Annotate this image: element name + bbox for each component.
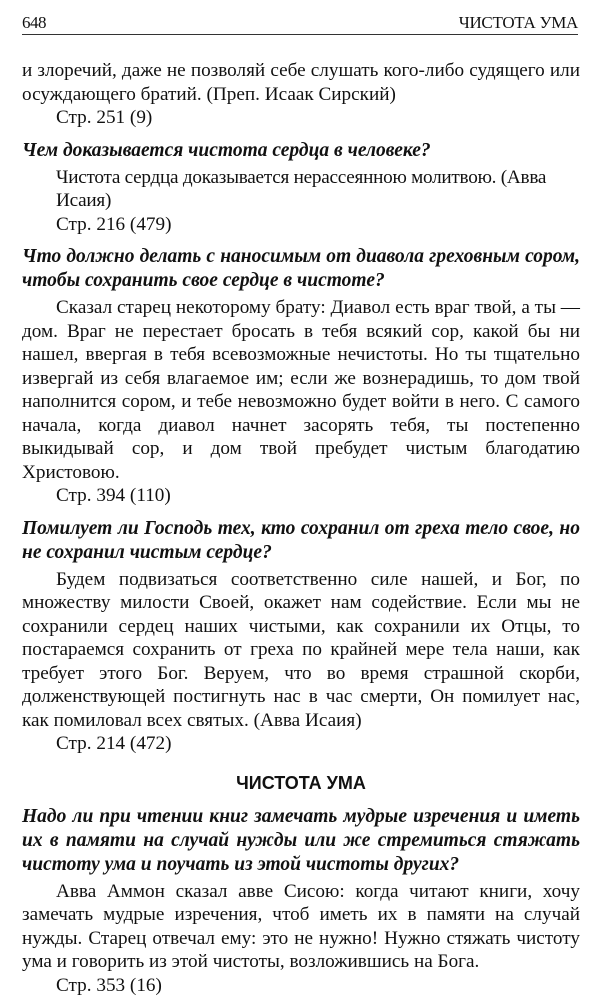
answer-paragraph: Чистота сердца доказывается нерассеянною молитвою. (Авва Исаия): [22, 166, 580, 213]
source-reference: Стр. 353 (16): [22, 974, 580, 997]
continued-paragraph: и злоречий, даже не позволяй себе слушать кого-либо судящего или осуждающего братий. (Преп. Исаак Сирский): [22, 59, 580, 106]
question-heading: Надо ли при чтении книг замечать мудрые изречения и иметь их в памяти на случай нужды или же стремиться стяжать чистоту ума и поучать из этой чистоты других?: [22, 805, 580, 877]
page-content: [22, 59, 580, 997]
answer-paragraph: Будем подвизаться соответственно силе нашей, и Бог, по множеству милости Своей, окажет нам содействие. Если мы не сохранили сердец наших чистыми, как сохранили их Отцы, то постараемся сохранить от греха по крайней мере тела наши, как требует этого Бог. Веруем, что во время страшной скорби, долженствующей постигнуть нас в час смерти, Он помилует нас, как помиловал всех святых. (Авва Исаия): [22, 568, 580, 733]
source-reference: Стр. 394 (110): [22, 484, 580, 508]
answer-paragraph: Авва Аммон сказал авве Сисою: когда читают книги, хочу замечать мудрые изречения, чтоб иметь их в памяти на случай нужды. Старец отвечал ему: это не нужно! Нужно стяжать чистоту ума и говорить из этой чистоты, возложившись на Бога.: [22, 880, 580, 974]
page-header: [22, 9, 578, 35]
source-reference: Стр. 251 (9): [22, 106, 580, 130]
section-title: ЧИСТОТА УМА: [22, 770, 580, 796]
question-heading: Помилует ли Господь тех, кто сохранил от греха тело свое, но не сохранил чистым сердце?: [22, 517, 580, 565]
question-heading: Чем доказывается чистота сердца в человеке?: [22, 139, 580, 163]
question-heading: Что должно делать с наносимым от диавола греховным сором, чтобы сохранить свое сердце в чистоте?: [22, 245, 580, 293]
page-number: 648: [22, 13, 46, 33]
source-reference: Стр. 214 (472): [22, 732, 580, 756]
answer-paragraph: Сказал старец некоторому брату: Диавол есть враг твой, а ты — дом. Враг не перестает бросать в тебя всякий сор, какой бы ни нашел, ввергая в тебя всевозможные нечистоты. Но ты тщательно извергай из себя влагаемое им; если же вознерадишь, то дом твой наполнится сором, и тебе невозможно будет войти в него. С самого начала, когда диавол начнет засорять тебя, ты постепенно выкидывай сор, и дом твой пребудет чистым благодатию Христовою.: [22, 296, 580, 484]
source-reference: Стр. 216 (479): [22, 213, 580, 237]
running-title: ЧИСТОТА УМА: [459, 13, 578, 33]
